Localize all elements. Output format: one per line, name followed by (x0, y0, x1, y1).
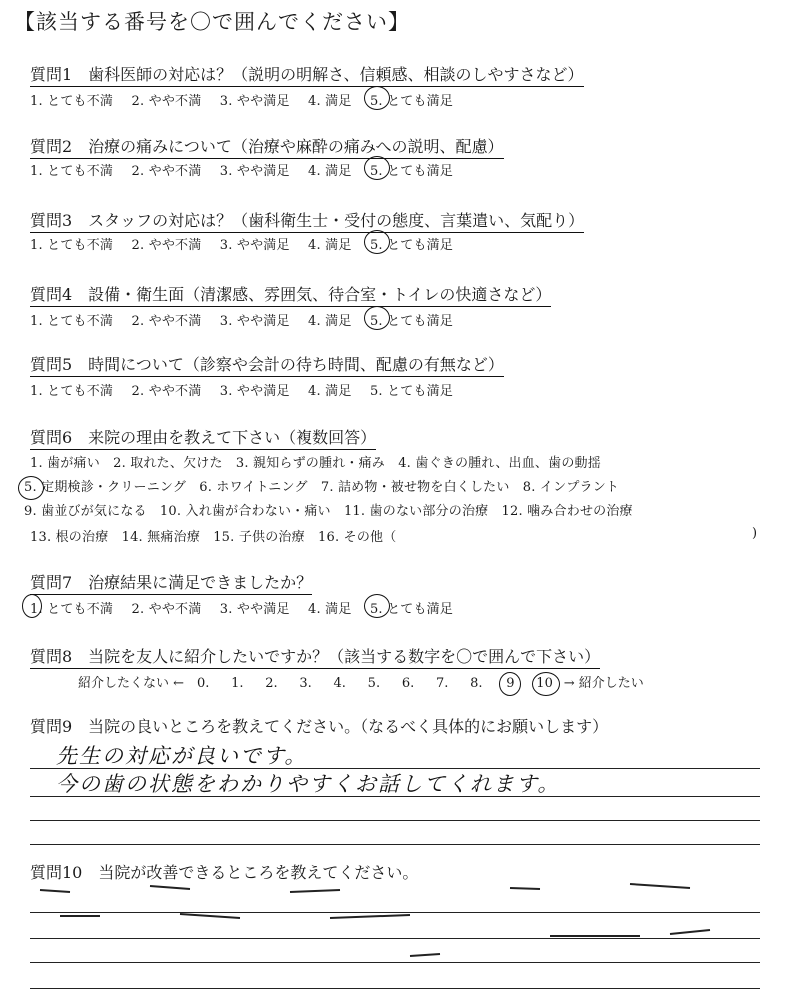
erased-handwriting-marks (30, 878, 770, 958)
option-5-selected[interactable]: 5. とても満足 (370, 598, 453, 617)
option-2[interactable]: 2. やや不満 (131, 314, 202, 329)
question-8-title: 質問8 当院を友人に紹介したいですか？（該当する数字を〇で囲んで下さい） (30, 644, 600, 669)
question-4-title: 質問4 設備・衛生面（清潔感、雰囲気、待合室・トイレの快適さなど） (30, 282, 551, 307)
scale-8[interactable]: 8. (470, 676, 483, 691)
option-3[interactable]: 3. やや満足 (219, 94, 290, 109)
selection-circle (532, 672, 560, 696)
scale-3[interactable]: 3. (299, 676, 312, 691)
selection-circle (499, 672, 521, 696)
scale-left-label: 紹介したくない ← (78, 676, 185, 691)
handwritten-answer-2: 今の歯の状態をわかりやすくお話してくれます。 (56, 772, 561, 796)
option-1[interactable]: 1. とても不満 (30, 238, 114, 253)
scale-7[interactable]: 7. (435, 676, 449, 691)
question-3-options (30, 234, 467, 253)
option-4[interactable]: 4. 満足 (308, 94, 352, 109)
option-3[interactable]: 3. やや満足 (219, 164, 290, 179)
option-4[interactable]: 4. 満足 (308, 314, 352, 329)
selection-circle (22, 594, 42, 618)
question-6-close-paren: ) (752, 526, 758, 541)
selection-circle (18, 476, 44, 500)
option-2[interactable]: 2. やや不満 (131, 384, 202, 399)
question-1-title: 質問1 歯科医師の対応は？（説明の明解さ、信頼感、相談のしやすさなど） (30, 62, 584, 87)
question-9-title: 質問9 当院の良いところを教えてください。（なるべく具体的にお願いします） (30, 717, 609, 736)
answer-line (30, 844, 760, 845)
scale-0[interactable]: 0. (196, 676, 210, 691)
question-8-scale (78, 672, 644, 691)
scale-2[interactable]: 2. (265, 676, 278, 691)
form-header: 【該当する番号を〇で囲んでください】 (14, 10, 410, 34)
question-3-title: 質問3 スタッフの対応は？（歯科衛生士・受付の態度、言葉遣い、気配り） (30, 208, 584, 233)
option-5-selected[interactable]: 5. とても満足 (370, 160, 453, 179)
question-10-title: 質問10 当院が改善できるところを教えてください。 (30, 863, 419, 882)
scale-4[interactable]: 4. (333, 676, 346, 691)
option-2[interactable]: 2. やや不満 (131, 602, 202, 617)
option-4[interactable]: 4. 満足 (308, 384, 352, 399)
answer-line (30, 820, 760, 821)
question-6-row-3: 9. 歯並びが気になる 10. 入れ歯が合わない・痛い 11. 歯のない部分の治療 12. 噛み合わせの治療 (24, 504, 633, 519)
option-3[interactable]: 3. やや満足 (219, 238, 290, 253)
scale-right-label: → 紹介したい (563, 676, 644, 691)
question-2-title: 質問2 治療の痛みについて（治療や麻酔の痛みへの説明、配慮） (30, 134, 504, 159)
question-7-options (30, 598, 467, 617)
selection-circle (364, 306, 390, 330)
option-2[interactable]: 2. やや不満 (131, 238, 202, 253)
selection-circle (364, 86, 390, 110)
option-1-marked[interactable]: 1. とても不満 (30, 598, 113, 617)
scale-1[interactable]: 1. (231, 676, 244, 691)
option-5-selected[interactable]: 5. とても満足 (370, 310, 453, 329)
selection-circle (364, 156, 390, 180)
option-2[interactable]: 2. やや不満 (131, 164, 202, 179)
option-5-selected[interactable]: 5. とても満足 (370, 234, 453, 253)
question-6-row-1: 1. 歯が痛い 2. 取れた、欠けた 3. 親知らずの腫れ・痛み 4. 歯ぐきの腫れ、出血、歯の動揺 (30, 456, 601, 471)
selection-circle (364, 230, 390, 254)
question-5-options (30, 380, 467, 399)
answer-line (30, 962, 760, 963)
question-1-options (30, 90, 467, 109)
scale-5[interactable]: 5. (367, 676, 381, 691)
question-6-title: 質問6 来院の理由を教えて下さい（複数回答） (30, 425, 376, 450)
scale-6[interactable]: 6. (401, 676, 415, 691)
scale-9-circled[interactable]: 9 (495, 676, 525, 691)
question-6-row-2: 5. 定期検診・クリーニング 6. ホワイトニング 7. 詰め物・被せ物を白くしたい 8. インプラント (24, 476, 619, 495)
option-3[interactable]: 3. やや満足 (219, 384, 290, 399)
option-4[interactable]: 4. 満足 (308, 602, 352, 617)
option-3[interactable]: 3. やや満足 (219, 314, 290, 329)
question-6-row-4: 13. 根の治療 14. 無痛治療 15. 子供の治療 16. その他（ (30, 530, 397, 545)
question-5-title: 質問5 時間について（診察や会計の待ち時間、配慮の有無など） (30, 352, 504, 377)
option-5[interactable]: 5. とても満足 (369, 384, 454, 399)
handwritten-answer-1: 先生の対応が良いです。 (56, 744, 308, 768)
option-5-selected[interactable]: 5. とても満足 (370, 90, 453, 109)
option-2[interactable]: 2. やや不満 (131, 94, 202, 109)
selection-circle (364, 594, 390, 618)
question-4-options (30, 310, 467, 329)
option-3[interactable]: 3. やや満足 (219, 602, 290, 617)
answer-line (30, 988, 760, 989)
option-1[interactable]: 1. とても不満 (30, 314, 114, 329)
option-4[interactable]: 4. 満足 (308, 238, 352, 253)
question-2-options (30, 160, 467, 179)
option-1[interactable]: 1. とても不満 (30, 94, 114, 109)
option-1[interactable]: 1. とても不満 (30, 384, 114, 399)
question-7-title: 質問7 治療結果に満足できましたか？ (30, 570, 312, 595)
option-1[interactable]: 1. とても不満 (30, 164, 114, 179)
option-4[interactable]: 4. 満足 (308, 164, 352, 179)
scale-10-circled[interactable]: 10 (530, 676, 560, 691)
